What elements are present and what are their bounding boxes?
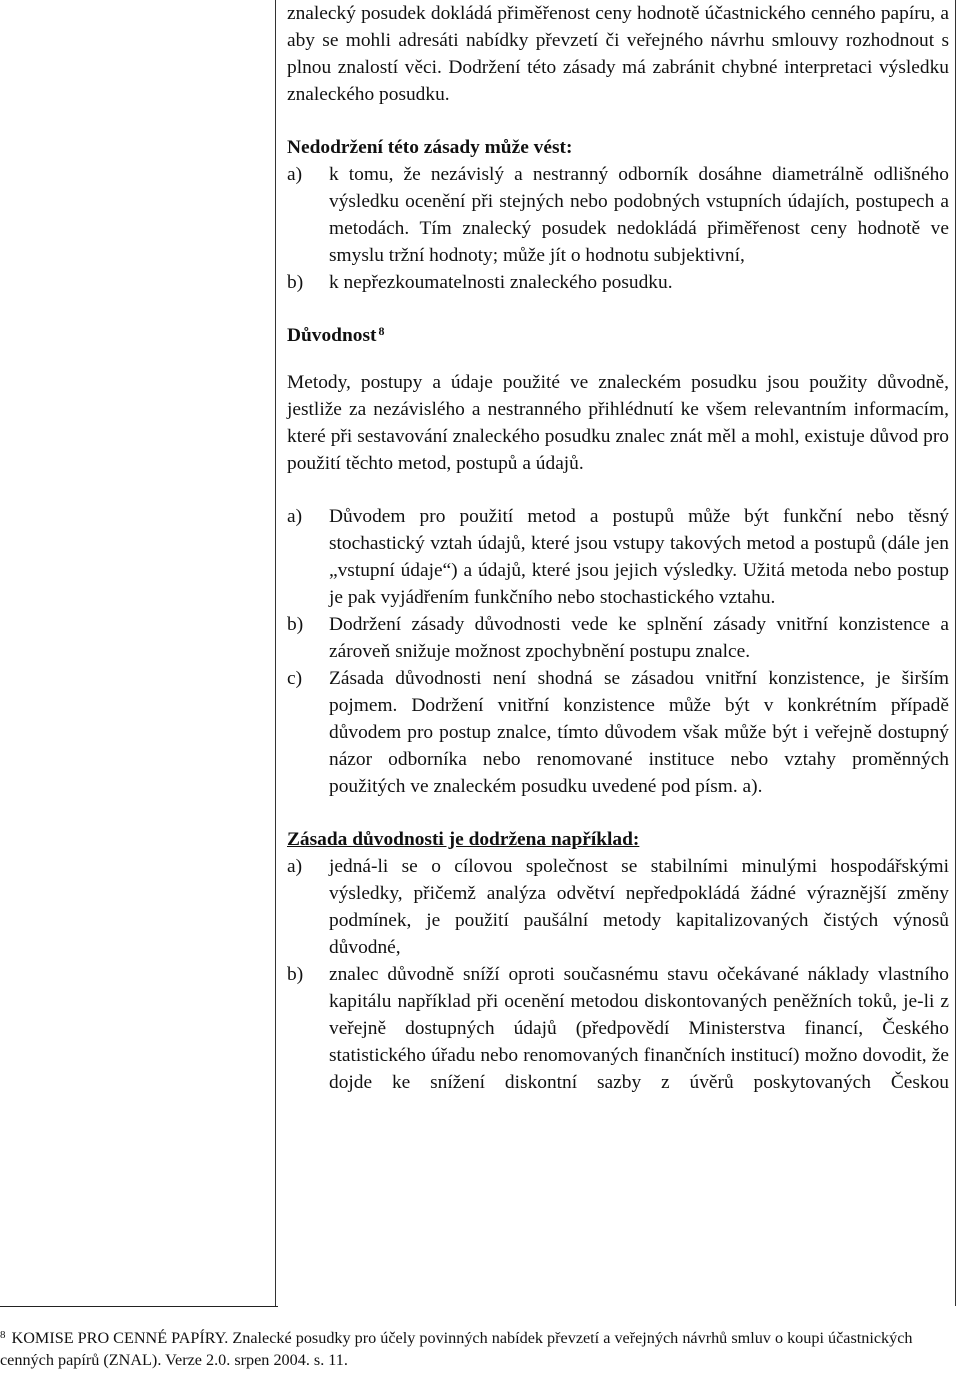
document-body	[287, 0, 949, 1096]
right-table-border	[955, 0, 956, 1306]
list-item	[287, 665, 949, 800]
list-item	[287, 503, 949, 611]
spacer	[287, 477, 949, 503]
list-item	[287, 611, 949, 665]
list-item-label: a)	[287, 164, 303, 185]
intro-paragraph: znalecký posudek dokládá přiměřenost ceny hodnotě účastnického cenného papíru, a aby se mohli adresáti nabídky převzetí či veřejného návrhu smlouvy rozhodnout s plnou znalostí věci. Dodržení této zásady má zabránit chybné interpretaci výsledku znaleckého posudku.	[287, 3, 949, 105]
list-item-text: Zásada důvodnosti není shodná se zásadou vnitřní konzistence, je širším pojmem. Dodržení vnitřní konzistence může být v konkrétním případě důvodem pro postup znalce, tímto důvodem však může být i veřejně dostupný názor odborníka nebo renomované instituce nebo vztahy proměnných použitých ve znaleckém posudku uvedené pod písm. a).	[329, 668, 949, 797]
list-item-text: Dodržení zásady důvodnosti vede ke splnění zásady vnitřní konzistence a zároveň snižuje možnost zpochybnění postupu znalce.	[329, 614, 949, 662]
list-item	[287, 161, 949, 269]
footnote-number: 8	[0, 1329, 6, 1341]
spacer	[287, 108, 949, 134]
list-item-label: a)	[287, 856, 303, 877]
footnote-text: KOMISE PRO CENNÉ PAPÍRY. Znalecké posudky pro účely povinných nabídek převzetí a veřejných návrhů smluv o koupi účastnických cenných papírů (ZNAL). Verze 2.0. srpen 2004. s. 11.	[0, 1329, 913, 1369]
priklad-heading: Zásada důvodnosti je dodržena například:	[287, 829, 640, 850]
footnote-reference: 8	[378, 324, 385, 338]
spacer	[287, 296, 949, 322]
list-item-label: a)	[287, 506, 303, 527]
duvodnost-heading-text: Důvodnost	[287, 325, 377, 346]
list-item-text: jedná-li se o cílovou společnost se stabilními minulými hospodářskými výsledky, přičemž analýza odvětví nepředpokládá žádné výraznější změny podmínek, je použití paušální metody kapitalizovaných čistých výnosů důvodné,	[329, 856, 949, 958]
list-item-text: Důvodem pro použití metod a postupů může být funkční nebo těsný stochastický vztah údajů, které jsou vstupy takových metod a postupů (dále jen „vstupní údaje“) a údajů, které jsou jejich výsledky. Užitá metoda nebo postup je pak vyjádřením funkčního nebo stochastického vztahu.	[329, 506, 949, 608]
list-item-text: k nepřezkoumatelnosti znaleckého posudku.	[329, 272, 673, 293]
list-item-text: znalec důvodně sníží oproti současnému stavu očekávané náklady vlastního kapitálu například při ocenění metodou diskontovaných peněžních toků, je-li z veřejně dostupných údajů (předpovědí Ministerstva financí, Českého statistického úřadu nebo renomovaných finančních institucí) možno dovodit, že dojde ke snížení diskontní sazby z úvěrů poskytovaných Českou	[329, 964, 949, 1093]
spacer	[287, 349, 949, 369]
left-margin-column	[0, 0, 276, 1306]
list-item-label: b)	[287, 614, 304, 635]
list-item-label: b)	[287, 272, 304, 293]
nedodrzeni-heading: Nedodržení této zásady může vést:	[287, 137, 573, 158]
duvodnost-heading	[287, 322, 949, 349]
footnote	[0, 1327, 955, 1371]
list-item	[287, 853, 949, 961]
list-item-text: k tomu, že nezávislý a nestranný odborník dosáhne diametrálně odlišného výsledku ocenění při stejných nebo podobných vstupních údajích, postupech a metodách. Tím znalecký posudek nedokládá přiměřenost ceny hodnotě ve smyslu tržní hodnoty; může jít o hodnotu subjektivní,	[329, 164, 949, 266]
spacer	[287, 800, 949, 826]
list-item-label: b)	[287, 964, 304, 985]
list-item	[287, 961, 949, 1096]
duvodnost-paragraph: Metody, postupy a údaje použité ve znaleckém posudku jsou použity důvodně, jestliže za nezávislého a nestranného přihlédnutí ke všem relevantním informacím, které při sestavování znaleckého posudku znalec znát měl a mohl, existuje důvod pro použití těchto metod, postupů a údajů.	[287, 372, 949, 474]
list-item	[287, 269, 949, 296]
footnote-separator	[0, 1306, 278, 1307]
list-item-label: c)	[287, 668, 303, 689]
